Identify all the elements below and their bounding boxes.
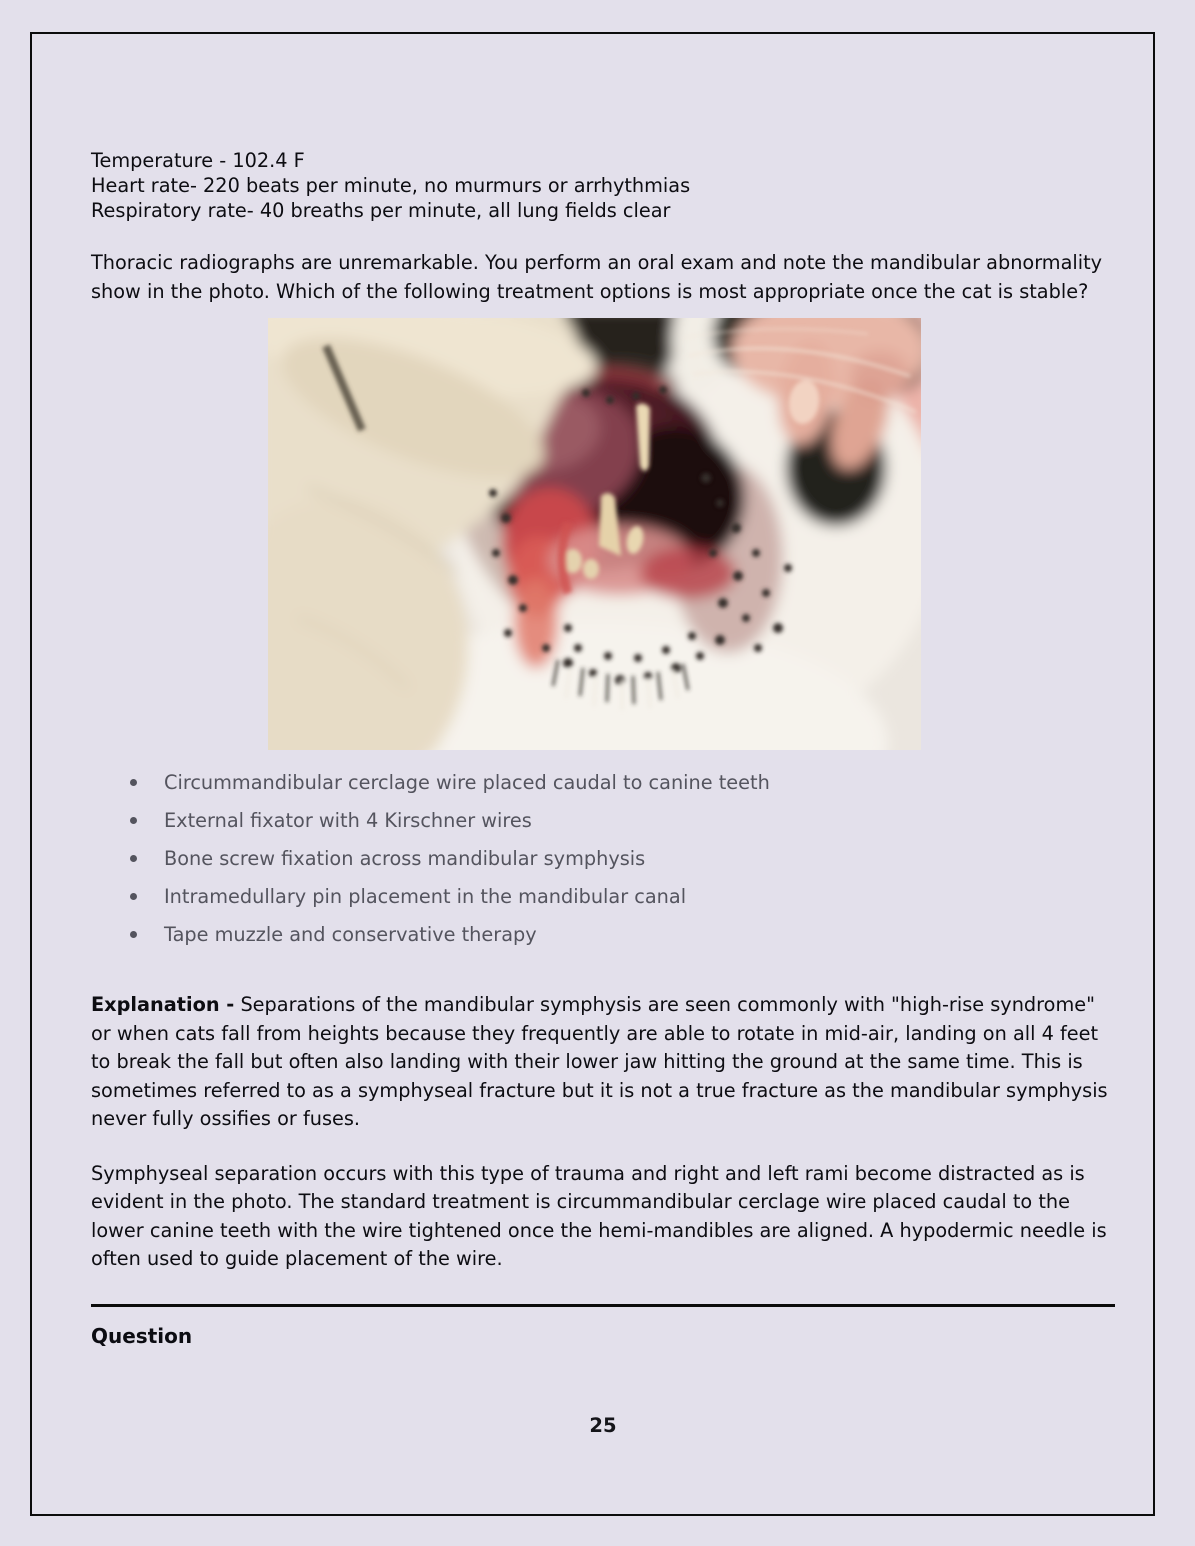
question-section-heading: Question	[91, 1323, 193, 1348]
vitals-heart-rate: Heart rate- 220 beats per minute, no murmurs or arrhythmias	[91, 174, 691, 197]
option-external-fixator: External fixator with 4 Kirschner wires	[91, 808, 1115, 833]
option-tape-muzzle: Tape muzzle and conservative therapy	[91, 922, 1115, 947]
option-bone-screw: Bone screw fixation across mandibular symphysis	[91, 846, 1115, 871]
explanation-paragraph-2: Symphyseal separation occurs with this type of trauma and right and left rami become distracted as is evident in the photo. The standard treatment is circummandibular cerclage wire placed caudal to the lower canine teeth with the wire tightened once the hemi-mandibles are aligned. A hypodermic needle is often used to guide placement of the wire.	[91, 1161, 1107, 1270]
treatment-options-list	[91, 770, 1115, 947]
question-paragraph: Thoracic radiographs are unremarkable. You perform an oral exam and note the mandibular abnormality show in the photo. Which of the following treatment options is most appropriate once the cat is stable?	[91, 251, 1103, 303]
explanation-paragraph	[91, 991, 1115, 1134]
vitals-temperature: Temperature - 102.4 F	[91, 149, 305, 172]
vitals-block	[91, 148, 1115, 223]
explanation-body: Separations of the mandibular symphysis are seen commonly with "high-rise syndrome" or when cats fall from heights because they frequently are able to rotate in mid-air, landing on all 4 feet to break the fall but often also landing with their lower jaw hitting the ground at the same time. This is sometimes referred to as a symphyseal fracture but it is not a true fracture as the mandibular symphysis never fully ossifies or fuses.	[91, 993, 1108, 1130]
oral-exam-photo-graphic	[268, 318, 921, 750]
section-divider	[91, 1304, 1115, 1307]
explanation-label: Explanation -	[91, 993, 235, 1016]
page-number: 25	[589, 1413, 617, 1437]
option-circummandibular-wire: Circummandibular cerclage wire placed caudal to canine teeth	[91, 770, 1115, 795]
vitals-respiratory-rate: Respiratory rate- 40 breaths per minute, all lung fields clear	[91, 199, 671, 222]
page-border	[30, 32, 1155, 1516]
option-intramedullary-pin: Intramedullary pin placement in the mandibular canal	[91, 884, 1115, 909]
oral-exam-photo	[268, 318, 921, 750]
page-content	[91, 34, 1115, 1437]
